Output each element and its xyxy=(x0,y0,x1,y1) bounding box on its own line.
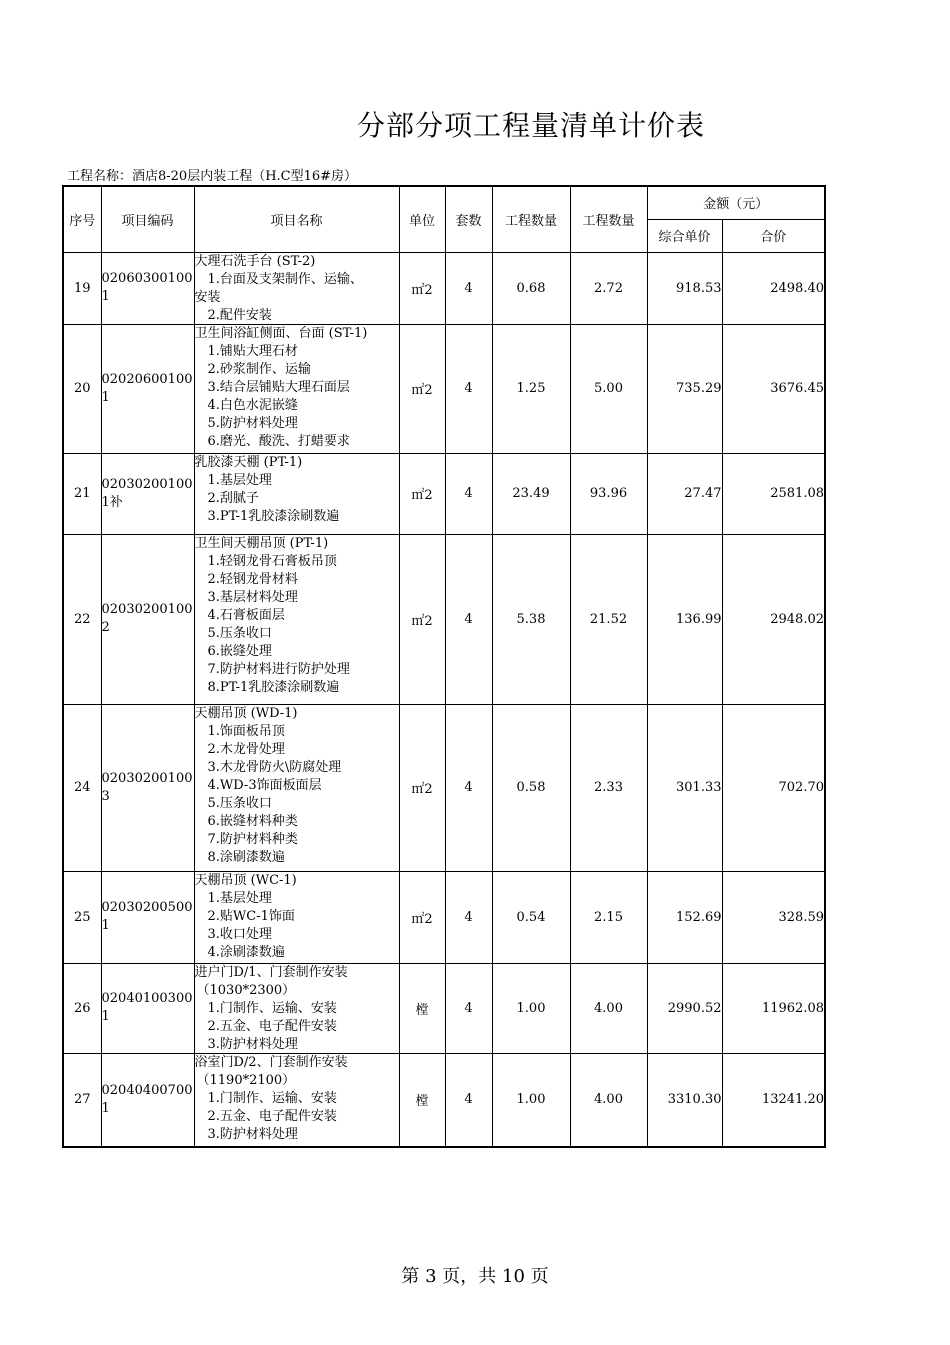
item-name: 天棚吊顶 (WC-1) xyxy=(194,872,297,888)
item-detail: 1.基层处理 xyxy=(207,472,272,488)
item-detail: （1030*2300） xyxy=(196,982,296,998)
cell-seq: 19 xyxy=(63,252,101,324)
item-name: 天棚吊顶 (WD-1) xyxy=(194,705,298,721)
item-detail: （1190*2100） xyxy=(196,1072,296,1088)
cell-sets: 4 xyxy=(445,324,492,453)
cell-name xyxy=(194,871,399,963)
header-qty2: 工程数量 xyxy=(570,186,647,252)
cell-seq: 27 xyxy=(63,1053,101,1147)
cell-name xyxy=(194,453,399,534)
item-name: 进户门D/1、门套制作安装 xyxy=(194,964,348,980)
project-name: 工程名称：酒店8-20层内装工程（H.C型16#房） xyxy=(67,169,358,184)
cell-qty1: 0.54 xyxy=(492,871,570,963)
cell-unit-price: 735.29 xyxy=(647,324,722,453)
cell-code: 020603001001 xyxy=(101,252,194,324)
cell-total: 702.70 xyxy=(722,704,825,871)
cell-sets: 4 xyxy=(445,252,492,324)
item-detail: 3.PT-1乳胶漆涂刷数遍 xyxy=(207,508,340,524)
item-detail: 7.防护材料种类 xyxy=(207,831,298,847)
bill-of-quantities-table xyxy=(62,185,826,1148)
item-detail: 1.轻钢龙骨石膏板吊顶 xyxy=(207,553,337,569)
item-detail: 5.压条收口 xyxy=(207,795,272,811)
item-detail: 1.基层处理 xyxy=(207,890,272,906)
cell-qty2: 5.00 xyxy=(570,324,647,453)
item-detail: 2.轻钢龙骨材料 xyxy=(207,571,298,587)
cell-name xyxy=(194,1053,399,1147)
cell-code: 020404007001 xyxy=(101,1053,194,1147)
item-detail: 6.磨光、酸洗、打蜡要求 xyxy=(207,433,350,449)
cell-name xyxy=(194,324,399,453)
item-detail: 2.刮腻子 xyxy=(207,490,259,506)
cell-qty1: 0.58 xyxy=(492,704,570,871)
header-unit-price: 综合单价 xyxy=(647,219,722,252)
cell-qty2: 4.00 xyxy=(570,963,647,1053)
item-detail: 5.压条收口 xyxy=(207,625,272,641)
cell-name xyxy=(194,534,399,704)
cell-unit: ㎡2 xyxy=(399,453,445,534)
item-detail: 4.涂刷漆数遍 xyxy=(207,944,285,960)
cell-qty2: 93.96 xyxy=(570,453,647,534)
item-detail: 8.涂刷漆数遍 xyxy=(207,849,285,865)
item-detail: 3.防护材料处理 xyxy=(207,1126,298,1142)
cell-qty1: 0.68 xyxy=(492,252,570,324)
cell-unit-price: 2990.52 xyxy=(647,963,722,1053)
cell-unit: ㎡2 xyxy=(399,324,445,453)
cell-unit-price: 136.99 xyxy=(647,534,722,704)
cell-unit-price: 301.33 xyxy=(647,704,722,871)
table-row xyxy=(63,534,825,704)
cell-qty2: 2.33 xyxy=(570,704,647,871)
table-row xyxy=(63,324,825,453)
cell-total: 3676.45 xyxy=(722,324,825,453)
cell-seq: 26 xyxy=(63,963,101,1053)
item-detail: 4.WD-3饰面板面层 xyxy=(207,777,322,793)
cell-code: 020401003001 xyxy=(101,963,194,1053)
item-name: 卫生间天棚吊顶 (PT-1) xyxy=(194,535,329,551)
item-name: 卫生间浴缸侧面、台面 (ST-1) xyxy=(194,325,368,341)
cell-total: 2498.40 xyxy=(722,252,825,324)
cell-total: 13241.20 xyxy=(722,1053,825,1147)
item-name: 大理石洗手台 (ST-2) xyxy=(194,253,316,269)
header-unit: 单位 xyxy=(399,186,445,252)
cell-unit-price: 152.69 xyxy=(647,871,722,963)
cell-qty1: 1.00 xyxy=(492,1053,570,1147)
cell-qty1: 23.49 xyxy=(492,453,570,534)
header-sets: 套数 xyxy=(445,186,492,252)
cell-qty2: 21.52 xyxy=(570,534,647,704)
item-detail: 2.五金、电子配件安装 xyxy=(207,1018,337,1034)
cell-code: 020206001001 xyxy=(101,324,194,453)
item-detail: 2.木龙骨处理 xyxy=(207,741,285,757)
table-row xyxy=(63,704,825,871)
item-detail: 安装 xyxy=(194,289,221,305)
item-detail: 3.结合层铺贴大理石面层 xyxy=(207,379,350,395)
cell-seq: 25 xyxy=(63,871,101,963)
cell-sets: 4 xyxy=(445,871,492,963)
item-name: 乳胶漆天棚 (PT-1) xyxy=(194,454,303,470)
table-row xyxy=(63,1053,825,1147)
item-detail: 6.嵌缝处理 xyxy=(207,643,272,659)
item-detail: 2.五金、电子配件安装 xyxy=(207,1108,337,1124)
cell-code: 020302005001 xyxy=(101,871,194,963)
cell-seq: 21 xyxy=(63,453,101,534)
cell-unit: ㎡2 xyxy=(399,871,445,963)
page-footer: 第 3 页，共 10 页 xyxy=(401,1266,549,1287)
cell-sets: 4 xyxy=(445,1053,492,1147)
cell-qty1: 5.38 xyxy=(492,534,570,704)
cell-unit-price: 3310.30 xyxy=(647,1053,722,1147)
item-detail: 1.台面及支架制作、运输、 xyxy=(207,271,363,287)
cell-qty2: 4.00 xyxy=(570,1053,647,1147)
item-detail: 1.门制作、运输、安装 xyxy=(207,1000,337,1016)
cell-name xyxy=(194,252,399,324)
cell-code: 020302001001补 xyxy=(101,453,194,534)
item-detail: 1.铺贴大理石材 xyxy=(207,343,298,359)
item-name: 浴室门D/2、门套制作安装 xyxy=(194,1054,348,1070)
item-detail: 2.砂浆制作、运输 xyxy=(207,361,311,377)
header-qty1: 工程数量 xyxy=(492,186,570,252)
cell-sets: 4 xyxy=(445,704,492,871)
cell-qty1: 1.00 xyxy=(492,963,570,1053)
cell-total: 2948.02 xyxy=(722,534,825,704)
header-total: 合价 xyxy=(722,219,825,252)
cell-qty2: 2.72 xyxy=(570,252,647,324)
item-detail: 3.基层材料处理 xyxy=(207,589,298,605)
item-detail: 3.防护材料处理 xyxy=(207,1036,298,1052)
item-detail: 5.防护材料处理 xyxy=(207,415,298,431)
page-title: 分部分项工程量清单计价表 xyxy=(356,109,705,142)
item-detail: 8.PT-1乳胶漆涂刷数遍 xyxy=(207,679,340,695)
item-detail: 1.饰面板吊顶 xyxy=(207,723,285,739)
cell-unit: ㎡2 xyxy=(399,704,445,871)
cell-total: 11962.08 xyxy=(722,963,825,1053)
cell-qty2: 2.15 xyxy=(570,871,647,963)
cell-total: 328.59 xyxy=(722,871,825,963)
table-row xyxy=(63,871,825,963)
item-detail: 4.白色水泥嵌缝 xyxy=(207,397,298,413)
item-detail: 1.门制作、运输、安装 xyxy=(207,1090,337,1106)
cell-unit: 樘 xyxy=(399,963,445,1053)
item-detail: 3.木龙骨防火\防腐处理 xyxy=(207,759,342,775)
cell-qty1: 1.25 xyxy=(492,324,570,453)
item-detail: 3.收口处理 xyxy=(207,926,272,942)
cell-sets: 4 xyxy=(445,453,492,534)
item-detail: 6.嵌缝材料种类 xyxy=(207,813,298,829)
item-detail: 7.防护材料进行防护处理 xyxy=(207,661,350,677)
table-row xyxy=(63,252,825,324)
item-detail: 2.配件安装 xyxy=(207,307,272,323)
cell-unit: ㎡2 xyxy=(399,534,445,704)
table-row xyxy=(63,453,825,534)
cell-unit: 樘 xyxy=(399,1053,445,1147)
item-detail: 4.石膏板面层 xyxy=(207,607,285,623)
header-amount: 金额（元） xyxy=(647,186,825,219)
cell-sets: 4 xyxy=(445,963,492,1053)
item-detail: 2.贴WC-1饰面 xyxy=(207,908,295,924)
cell-unit: ㎡2 xyxy=(399,252,445,324)
cell-seq: 24 xyxy=(63,704,101,871)
cell-total: 2581.08 xyxy=(722,453,825,534)
cell-seq: 20 xyxy=(63,324,101,453)
cell-code: 020302001003 xyxy=(101,704,194,871)
header-name: 项目名称 xyxy=(194,186,399,252)
cell-code: 020302001002 xyxy=(101,534,194,704)
cell-seq: 22 xyxy=(63,534,101,704)
cell-unit-price: 918.53 xyxy=(647,252,722,324)
header-seq: 序号 xyxy=(63,186,101,252)
cell-name xyxy=(194,704,399,871)
cell-name xyxy=(194,963,399,1053)
cell-unit-price: 27.47 xyxy=(647,453,722,534)
cell-sets: 4 xyxy=(445,534,492,704)
header-code: 项目编码 xyxy=(101,186,194,252)
table-row xyxy=(63,963,825,1053)
